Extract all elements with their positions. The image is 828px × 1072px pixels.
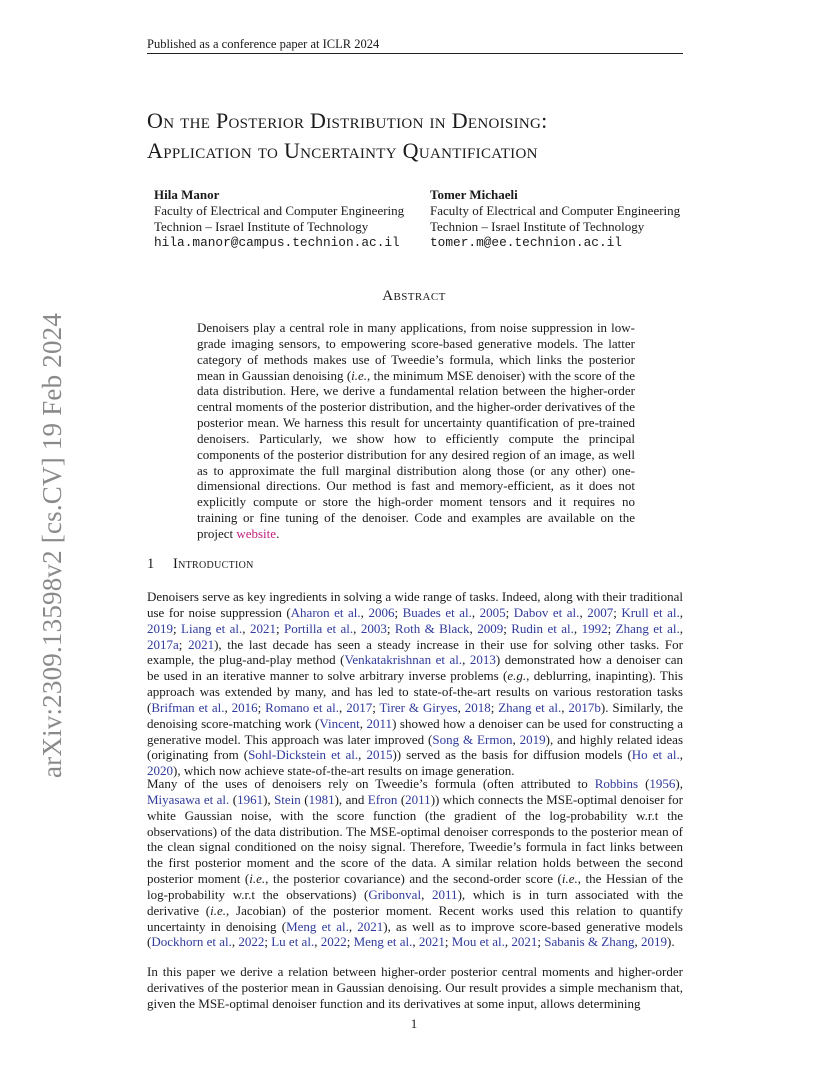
paragraph-text: , (679, 620, 683, 636)
citation-link[interactable]: 1956 (649, 776, 676, 791)
paragraph-text: ). (667, 934, 675, 950)
citation-link[interactable]: Robbins (594, 776, 639, 791)
italic-text: i.e. (249, 871, 266, 887)
paragraph-text: ), and highly related ideas (originating from ( (147, 731, 684, 763)
paragraph-text: , (561, 699, 569, 715)
citation-link[interactable]: Stein (274, 791, 301, 807)
citation-link[interactable]: Tirer & Giryes (379, 699, 458, 715)
citation-link[interactable]: 2011 (432, 886, 458, 902)
paragraph-text: , (359, 715, 367, 731)
intro-paragraph-1 (147, 589, 683, 779)
paragraph-text: ; (257, 699, 266, 715)
conference-header: Published as a conference paper at ICLR 2024 (147, 37, 380, 51)
paragraph-text: ; (275, 620, 284, 636)
paragraph-text: , (469, 620, 478, 636)
italic-text: e.g. (507, 668, 527, 684)
citation-link[interactable]: 2020 (147, 763, 173, 779)
citation-link[interactable]: 1981 (308, 791, 335, 807)
paragraph-text: ; (505, 604, 514, 620)
citation-link[interactable]: 2017b (568, 699, 601, 715)
paragraph-text: ) demonstrated how a denoiser can be used in an iterative manner to solve arbitrary inverse problems ( (147, 652, 684, 684)
citation-link[interactable]: Aharon et al. (290, 604, 361, 620)
paragraph-text: , (471, 604, 480, 620)
paragraph-text: , (579, 604, 588, 620)
paragraph-text: , Jacobian) of the posterior moment. Recent works used this relation to quantify uncertainty in denoising ( (147, 902, 683, 934)
section-heading (147, 556, 254, 573)
citation-link[interactable]: 2017a (147, 636, 179, 652)
title-line-1: On the Posterior Distribution in Denoising: (147, 108, 548, 133)
paragraph-text: , (224, 699, 232, 715)
paragraph-text: , (242, 620, 250, 636)
paragraph-text: , (421, 886, 433, 902)
abstract-text: , the minimum MSE denoiser) with the score of the data distribution. Here, we derive a fundamental relation between the higher-order central moments of the posterior distribution, and the higher-order derivatives of the posterior mean. We harness this result for uncertainty quantification of pre-trained denoisers. Particularly, we show how to efficiently compute the principal components of the posterior distribution for any desired region of an image, as well as to approximate the full marginal distribution along those (or any other) one-dimensional directions. Our method is fast and memory-efficient, as it does not explicitly compute or store the high-order moment tensors and it requires no training or fine tuning of the denoiser. Code and examples are available on the project (197, 367, 636, 541)
paragraph-text: ), the last decade has seen a steady increase in their use for solving other tasks. For example, the plug-and-play method ( (147, 636, 683, 668)
abstract-heading: Abstract (382, 288, 446, 304)
page-number: 1 (410, 1016, 418, 1031)
citation-link[interactable]: 1992 (581, 620, 608, 636)
citation-link[interactable]: 2021 (249, 620, 276, 636)
paragraph-text: ; (444, 934, 452, 950)
citation-link[interactable]: Miyasawa et al. (147, 791, 230, 807)
author-institution: Technion – Israel Institute of Technology (154, 219, 369, 234)
italic-text: i.e. (561, 871, 578, 887)
author-name: Hila Manor (154, 187, 220, 202)
citation-link[interactable]: 2018 (464, 699, 491, 715)
arxiv-identifier: arXiv:2309.13598v2 [cs.CV] 19 Feb 2024 (37, 312, 67, 778)
paragraph-text: ; (386, 620, 395, 636)
paragraph-text: , (462, 652, 470, 668)
intro-paragraph-3 (147, 964, 683, 1012)
citation-link[interactable]: 2021 (188, 636, 215, 652)
citation-link[interactable]: Portilla et al. (284, 620, 354, 636)
citation-link[interactable]: Brifman et al. (151, 699, 225, 715)
citation-link[interactable]: 2011 (366, 715, 393, 731)
citation-link[interactable]: 2003 (360, 620, 387, 636)
paragraph-text: ; (613, 604, 622, 620)
intro-paragraph-2 (147, 776, 683, 950)
section-number: 1 (147, 556, 155, 572)
paragraph-text: ( (638, 776, 650, 791)
header-rule (147, 53, 683, 54)
paragraph-text: ( (300, 791, 309, 807)
citation-link[interactable]: Gribonval (368, 886, 422, 902)
citation-link[interactable]: 2005 (479, 604, 506, 620)
paragraph-text: ) showed how a denoiser can be used for constructing a generative model. This approach was later improved ( (147, 715, 684, 747)
citation-link[interactable]: 2007 (587, 604, 614, 620)
paragraph-text: , (679, 604, 684, 620)
citation-link[interactable]: Zhang et al. (498, 699, 562, 715)
citation-link[interactable]: Roth & Black (394, 620, 470, 636)
paragraph-text: ), which is in turn associated with the derivative ( (147, 886, 683, 918)
paragraph-text: ; (372, 699, 380, 715)
citation-link[interactable]: 2022 (320, 934, 347, 950)
paragraph-text: ( (397, 791, 406, 807)
citation-link[interactable]: Zhang et al. (615, 620, 680, 636)
paragraph-text: ; (394, 604, 403, 620)
citation-link[interactable]: 2021 (511, 934, 538, 950)
citation-link[interactable]: 2019 (147, 620, 173, 636)
citation-link[interactable]: Romano et al. (265, 699, 340, 715)
paragraph-text: ( (229, 791, 238, 807)
paragraph-text: )) which connects the MSE-optimal denoiser for white Gaussian noise, with the score function (the gradient of the log-probability w.r.t the observations) of the data distribution. The MSE-optimal denoiser corresponds to the posterior mean of the clean signal conditioned on the noisy signal. Therefore, Tweedie’s formula in fact links between the first posterior moment and the score of the data. A similar relation holds between the second posterior moment ( (147, 791, 683, 887)
author-affiliation: Faculty of Electrical and Computer Engineering (430, 203, 681, 218)
author-affiliation: Faculty of Electrical and Computer Engineering (154, 203, 405, 218)
paragraph-text: ), (675, 776, 683, 791)
citation-link[interactable]: 2016 (231, 699, 258, 715)
citation-link[interactable]: Song & Ermon (432, 731, 513, 747)
citation-link[interactable]: Venkatakrishnan et al. (344, 652, 463, 668)
citation-link[interactable]: 2021 (357, 918, 384, 934)
paragraph-text: , the posterior covariance) and the second-order score ( (265, 871, 562, 887)
citation-link[interactable]: Rudin et al. (511, 620, 574, 636)
citation-link[interactable]: Sohl-Dickstein et al. (248, 747, 359, 763)
citation-link[interactable]: Efron (367, 791, 398, 807)
paragraph-text: , (339, 699, 347, 715)
citation-link[interactable]: Dabov et al. (513, 604, 580, 620)
paragraph-text: , (353, 620, 361, 636)
citation-link[interactable]: 2015 (366, 747, 393, 763)
author-email: hila.manor@campus.technion.ac.il (154, 235, 400, 250)
paragraph-text: , (457, 699, 465, 715)
paragraph-text: )) served as the basis for diffusion models ( (392, 747, 632, 763)
citation-link[interactable]: 1961 (237, 791, 264, 807)
citation-link[interactable]: 2017 (346, 699, 373, 715)
paragraph-text: , (504, 934, 512, 950)
paragraph-text: ; (607, 620, 616, 636)
paragraph-text: , deblurring, inapinting). This approach was extended by many, and has led to state-of-the-art results on various restoration tasks ( (147, 668, 684, 715)
citation-link[interactable]: 2021 (418, 934, 445, 950)
abstract-text-italic: i.e. (351, 367, 368, 383)
citation-link[interactable]: 2019 (519, 731, 546, 747)
citation-link[interactable]: 2006 (368, 604, 395, 620)
paragraph-text: ), (263, 791, 275, 807)
paragraph-text: ; (346, 934, 354, 950)
paper-title (147, 106, 747, 166)
paragraph-text: ), which now achieve state-of-the-art results on image generation. (173, 763, 515, 779)
paragraph-text: In this paper we derive a relation between higher-order posterior central moments and higher-order derivatives of the posterior mean in Gaussian denoising. Our result provides a simple mechanism that, given the MSE-optimal denoiser function and its derivatives at some input, allows determining (147, 964, 683, 1011)
citation-link[interactable]: Vincent (319, 715, 360, 731)
paragraph-text: ; (178, 636, 189, 652)
paragraph-text: , (360, 604, 369, 620)
paragraph-text: , (679, 747, 684, 763)
paragraph-text: ; (264, 934, 272, 950)
paragraph-text: , (314, 934, 321, 950)
paragraph-text: , (634, 934, 642, 950)
citation-link[interactable]: Lu et al. (271, 934, 315, 950)
author-email: tomer.m@ee.technion.ac.il (430, 235, 622, 250)
abstract-text: . (276, 525, 280, 541)
website-link[interactable]: website (236, 525, 277, 541)
author-block-2 (430, 187, 680, 251)
citation-link[interactable]: Meng et al. (353, 934, 413, 950)
citation-link[interactable]: Meng et al. (286, 918, 349, 934)
citation-link[interactable]: Buades et al. (402, 604, 472, 620)
paragraph-text: , (348, 918, 358, 934)
paragraph-text: ). Similarly, the denoising score-matching work ( (147, 699, 683, 731)
citation-link[interactable]: 2011 (405, 791, 431, 807)
paragraph-text: , the Hessian of the log-probability w.r.t the observations) ( (147, 871, 683, 902)
paragraph-text: , (358, 747, 367, 763)
paragraph-text: ), and (334, 791, 368, 807)
citation-link[interactable]: Krull et al. (621, 604, 680, 620)
abstract-text: Denoisers play a central role in many applications, from noise suppression in low-grade imaging sensors, to empowering score-based generative models. The latter category of methods makes use of Tweedie’s formula, which links the posterior mean in Gaussian denoising ( (197, 320, 635, 383)
citation-link[interactable]: 2013 (469, 652, 496, 668)
citation-link[interactable]: Liang et al. (181, 620, 243, 636)
author-institution: Technion – Israel Institute of Technology (430, 219, 645, 234)
paragraph-text: Denoisers serve as key ingredients in solving a wide range of tasks. Indeed, along with their traditional use for noise suppression ( (147, 589, 683, 620)
paragraph-text: ), as well as to improve score-based generative models ( (147, 918, 683, 950)
paragraph-text: Many of the uses of denoisers rely on Tweedie’s formula (often attributed to (147, 776, 595, 791)
paragraph-text: , (231, 934, 239, 950)
citation-link[interactable]: 2019 (641, 934, 668, 950)
paragraph-text: , (573, 620, 582, 636)
citation-link[interactable]: Dockhorn et al. (151, 934, 232, 950)
paragraph-text: ; (503, 620, 512, 636)
paragraph-text: ; (173, 620, 182, 636)
paragraph-text: ; (537, 934, 545, 950)
italic-text: i.e. (210, 902, 226, 918)
abstract-body (197, 320, 635, 542)
paragraph-text: ; (490, 699, 499, 715)
section-title: Introduction (173, 556, 254, 572)
title-line-2: Application to Uncertainty Quantification (147, 138, 538, 163)
paragraph-text: , (412, 934, 419, 950)
author-name: Tomer Michaeli (430, 187, 518, 202)
citation-link[interactable]: Sabanis & Zhang (544, 934, 635, 950)
citation-link[interactable]: Ho et al. (631, 747, 680, 763)
paragraph-text: , (512, 731, 520, 747)
citation-link[interactable]: 2009 (477, 620, 504, 636)
citation-link[interactable]: Mou et al. (451, 934, 505, 950)
citation-link[interactable]: 2022 (238, 934, 265, 950)
author-block-1 (154, 187, 404, 251)
